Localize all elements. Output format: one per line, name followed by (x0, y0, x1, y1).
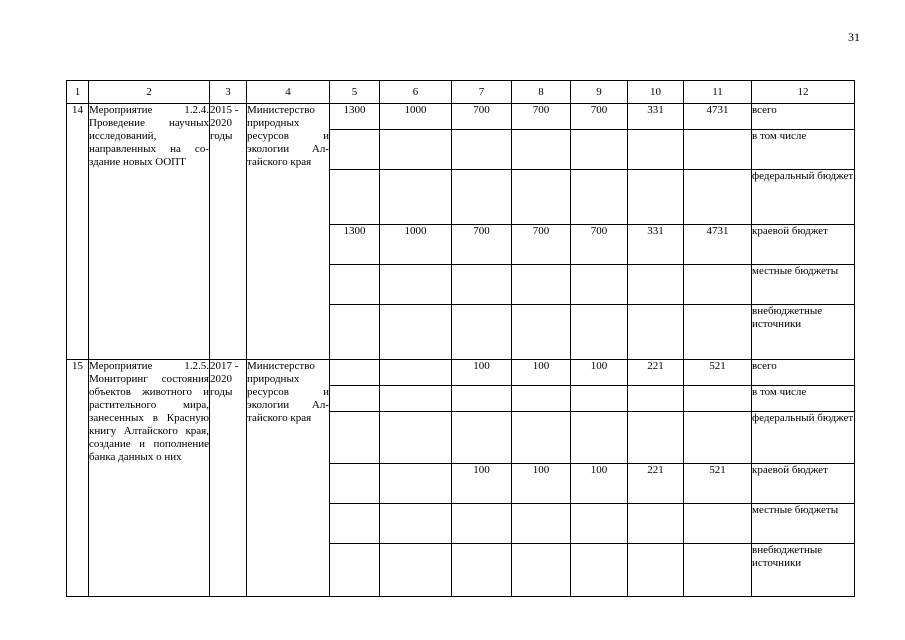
value-cell (330, 504, 380, 544)
value-cell: 100 (512, 464, 571, 504)
value-cell (330, 130, 380, 170)
value-cell (512, 412, 571, 464)
value-cell (571, 265, 628, 305)
column-header: 12 (752, 81, 855, 104)
value-cell (628, 412, 684, 464)
value-cell: 700 (452, 225, 512, 265)
value-cell (452, 412, 512, 464)
activity-period: 2017 - 2020 годы (210, 360, 247, 597)
column-header: 6 (380, 81, 452, 104)
value-cell (330, 464, 380, 504)
column-header: 3 (210, 81, 247, 104)
value-cell (571, 386, 628, 412)
value-cell (330, 360, 380, 386)
column-header: 1 (67, 81, 89, 104)
value-cell: 100 (571, 464, 628, 504)
value-cell: 1000 (380, 225, 452, 265)
activity-executor: Министерство природных ресурсов и экологии Алтайского края (247, 104, 330, 360)
value-cell (628, 504, 684, 544)
funding-source: местные бюджеты (752, 265, 855, 305)
column-header: 11 (684, 81, 752, 104)
value-cell: 331 (628, 104, 684, 130)
value-cell (571, 305, 628, 360)
value-cell (452, 265, 512, 305)
value-cell (330, 305, 380, 360)
value-cell (628, 170, 684, 225)
value-cell (380, 360, 452, 386)
value-cell: 221 (628, 360, 684, 386)
value-cell (380, 305, 452, 360)
value-cell (512, 544, 571, 597)
funding-source: внебюджетные источники (752, 305, 855, 360)
value-cell (512, 265, 571, 305)
value-cell (380, 386, 452, 412)
value-cell (684, 544, 752, 597)
value-cell (452, 130, 512, 170)
value-cell: 700 (512, 225, 571, 265)
value-cell: 521 (684, 360, 752, 386)
value-cell (684, 305, 752, 360)
value-cell (330, 412, 380, 464)
value-cell (512, 130, 571, 170)
value-cell (330, 386, 380, 412)
table-row (67, 104, 855, 130)
funding-source: краевой бюджет (752, 464, 855, 504)
column-header: 5 (330, 81, 380, 104)
value-cell (452, 305, 512, 360)
value-cell (380, 130, 452, 170)
value-cell (512, 305, 571, 360)
value-cell: 700 (571, 104, 628, 130)
value-cell (684, 130, 752, 170)
column-header: 10 (628, 81, 684, 104)
value-cell: 1000 (380, 104, 452, 130)
table-row (67, 360, 855, 386)
value-cell: 221 (628, 464, 684, 504)
value-cell: 700 (512, 104, 571, 130)
value-cell (571, 544, 628, 597)
value-cell (380, 504, 452, 544)
value-cell (380, 265, 452, 305)
value-cell: 521 (684, 464, 752, 504)
table-header-row (67, 81, 855, 104)
activity-description: Мероприятие 1.2.4. Проведение научных исследований, направленных на создание новых ООПТ (89, 104, 210, 360)
value-cell (628, 305, 684, 360)
column-header: 4 (247, 81, 330, 104)
value-cell (684, 412, 752, 464)
value-cell (684, 265, 752, 305)
value-cell (628, 130, 684, 170)
value-cell (684, 170, 752, 225)
value-cell (512, 504, 571, 544)
row-index: 15 (67, 360, 89, 597)
funding-source: краевой бюджет (752, 225, 855, 265)
value-cell: 331 (628, 225, 684, 265)
value-cell: 1300 (330, 104, 380, 130)
value-cell (571, 412, 628, 464)
value-cell (330, 265, 380, 305)
value-cell: 100 (512, 360, 571, 386)
value-cell: 1300 (330, 225, 380, 265)
column-header: 2 (89, 81, 210, 104)
value-cell (684, 504, 752, 544)
value-cell (380, 170, 452, 225)
value-cell (571, 130, 628, 170)
funding-source: всего (752, 104, 855, 130)
column-header: 9 (571, 81, 628, 104)
value-cell: 700 (452, 104, 512, 130)
value-cell (380, 412, 452, 464)
funding-source: в том числе (752, 386, 855, 412)
funding-source: в том числе (752, 130, 855, 170)
funding-source: внебюджетные источники (752, 544, 855, 597)
funding-source: всего (752, 360, 855, 386)
column-header: 8 (512, 81, 571, 104)
column-header: 7 (452, 81, 512, 104)
value-cell (380, 464, 452, 504)
value-cell (628, 544, 684, 597)
row-index: 14 (67, 104, 89, 360)
value-cell (512, 386, 571, 412)
budget-table (66, 80, 855, 597)
activity-description: Мероприятие 1.2.5. Мониторинг состояния объектов животного и растительного мира, занесенных в Красную книгу Алтайского края, создание и пополнение банка данных о них (89, 360, 210, 597)
value-cell (571, 170, 628, 225)
value-cell: 4731 (684, 225, 752, 265)
value-cell (452, 170, 512, 225)
value-cell: 100 (452, 464, 512, 504)
value-cell (380, 544, 452, 597)
activity-period: 2015 - 2020 годы (210, 104, 247, 360)
value-cell (452, 544, 512, 597)
page-number: 31 (848, 30, 860, 44)
value-cell (628, 265, 684, 305)
funding-source: федеральный бюджет (752, 412, 855, 464)
value-cell: 700 (571, 225, 628, 265)
value-cell (512, 170, 571, 225)
value-cell (330, 170, 380, 225)
value-cell (628, 386, 684, 412)
value-cell (330, 544, 380, 597)
funding-source: федеральный бюджет (752, 170, 855, 225)
value-cell (452, 504, 512, 544)
value-cell (452, 386, 512, 412)
value-cell: 4731 (684, 104, 752, 130)
activity-executor: Министерство природных ресурсов и экологии Алтайского края (247, 360, 330, 597)
value-cell (684, 386, 752, 412)
value-cell: 100 (571, 360, 628, 386)
funding-source: местные бюджеты (752, 504, 855, 544)
value-cell (571, 504, 628, 544)
value-cell: 100 (452, 360, 512, 386)
